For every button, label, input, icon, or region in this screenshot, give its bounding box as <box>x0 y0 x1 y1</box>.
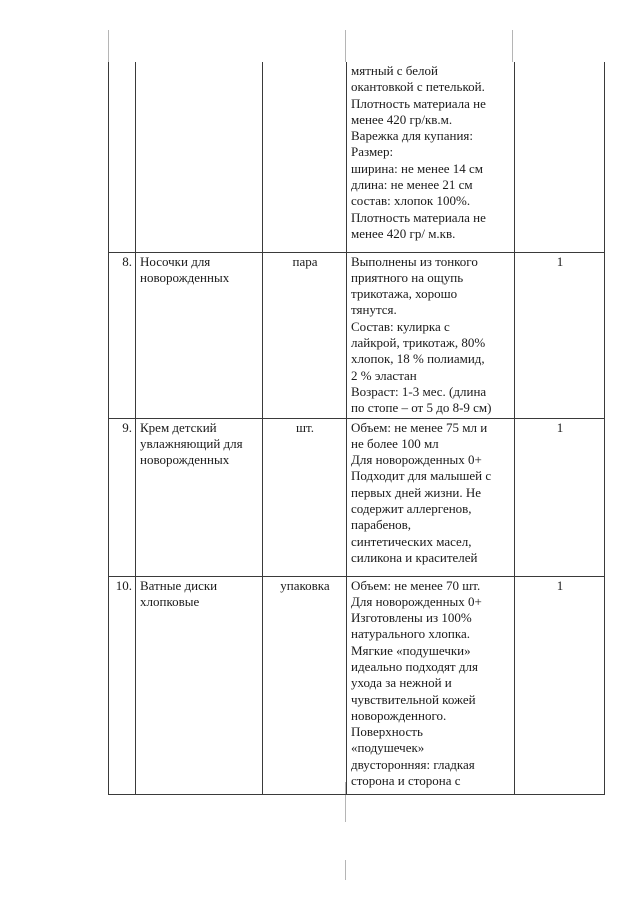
specification-line: синтетических масел, <box>351 533 472 549</box>
specification-line: Размер: <box>351 144 394 160</box>
specification-line: Объем: не менее 70 шт. <box>351 577 481 593</box>
specification-line: ухода за нежной и <box>351 675 452 691</box>
item-name <box>136 418 263 576</box>
specification-line: Поверхность <box>351 724 423 740</box>
item-name-line: новорожденных <box>140 269 230 285</box>
specification-line: Изготовлены из 100% <box>351 610 472 626</box>
specification-line: трикотажа, хорошо <box>351 286 458 302</box>
specification-line: новорожденного. <box>351 707 447 723</box>
item-name <box>136 252 263 418</box>
item-name-line: Ватные диски <box>140 577 218 593</box>
specification-line: не более 100 мл <box>351 435 439 451</box>
item-name-line: Крем детский <box>140 419 217 435</box>
specification-line: менее 420 гр/ м.кв. <box>351 225 456 241</box>
specification-line: Объем: не менее 75 мл и <box>351 419 488 435</box>
specification-line: Для новорожденных 0+ <box>351 452 482 468</box>
specification-line: сторона и сторона с <box>351 773 461 789</box>
specification-line: идеально подходят для <box>351 658 478 674</box>
unit-of-measure: пара <box>263 252 347 418</box>
unit-of-measure: шт. <box>263 418 347 576</box>
specification-line: натурального хлопка. <box>351 626 470 642</box>
specification-line: 2 % эластан <box>351 367 417 383</box>
specification-line: Выполнены из тонкого <box>351 253 478 269</box>
quantity: 1 <box>515 418 605 576</box>
scan-edge-mark <box>345 860 346 880</box>
specification-line: состав: хлопок 100%. <box>351 193 471 209</box>
specification-line: парабенов, <box>351 517 412 533</box>
quantity: 1 <box>515 252 605 418</box>
specification-line: лайкрой, трикотаж, 80% <box>351 334 486 350</box>
specification-line: содержит аллергенов, <box>351 500 472 516</box>
specification-line: длина: не менее 21 см <box>351 177 473 193</box>
specification-line: Подходит для малышей с <box>351 468 492 484</box>
item-specification <box>347 576 515 794</box>
table-row <box>109 576 605 794</box>
specification-line: менее 420 гр/кв.м. <box>351 111 453 127</box>
item-specification <box>347 252 515 418</box>
specification-line: Состав: кулирка с <box>351 318 450 334</box>
table-row <box>109 252 605 418</box>
specification-line: Плотность материала не <box>351 95 486 111</box>
row-number: 9. <box>109 418 136 576</box>
scan-edge-mark <box>512 30 513 62</box>
specification-line: Для новорожденных 0+ <box>351 593 482 609</box>
unit-of-measure <box>263 62 347 252</box>
item-name-line: новорожденных <box>140 452 230 468</box>
item-specification <box>347 418 515 576</box>
specification-line: по стопе – от 5 до 8-9 см) <box>351 400 492 416</box>
specification-line: Возраст: 1-3 мес. (длина <box>351 383 487 399</box>
scan-edge-mark <box>108 30 109 62</box>
specification-line: мятный с белой <box>351 63 438 78</box>
specification-line: хлопок, 18 % полиамид, <box>351 351 485 367</box>
specification-line: приятного на ощупь <box>351 269 464 285</box>
specification-line: первых дней жизни. Не <box>351 484 482 500</box>
quantity <box>515 62 605 252</box>
specification-line: «подушечек» <box>351 740 425 756</box>
unit-of-measure: упаковка <box>263 576 347 794</box>
row-number: 8. <box>109 252 136 418</box>
item-name-line: Носочки для <box>140 253 211 269</box>
specification-line: Плотность материала не <box>351 209 486 225</box>
specification-line: окантовкой с петелькой. <box>351 79 485 95</box>
specification-line: Мягкие «подушечки» <box>351 642 471 658</box>
item-name <box>136 62 263 252</box>
specification-line: двусторонняя: гладкая <box>351 756 475 772</box>
row-number <box>109 62 136 252</box>
specification-line: тянутся. <box>351 302 397 318</box>
table-row <box>109 418 605 576</box>
specification-line: чувствительной кожей <box>351 691 476 707</box>
specification-line: силикона и красителей <box>351 549 478 565</box>
item-name-line: увлажняющий для <box>140 435 243 451</box>
item-name <box>136 576 263 794</box>
row-number: 10. <box>109 576 136 794</box>
item-name-line: хлопковые <box>140 593 200 609</box>
quantity: 1 <box>515 576 605 794</box>
table-row <box>109 62 605 252</box>
item-specification <box>347 62 515 252</box>
scan-edge-mark <box>345 30 346 62</box>
specification-table <box>108 62 605 795</box>
specification-line: ширина: не менее 14 см <box>351 160 483 176</box>
specification-line: Варежка для купания: <box>351 128 474 144</box>
